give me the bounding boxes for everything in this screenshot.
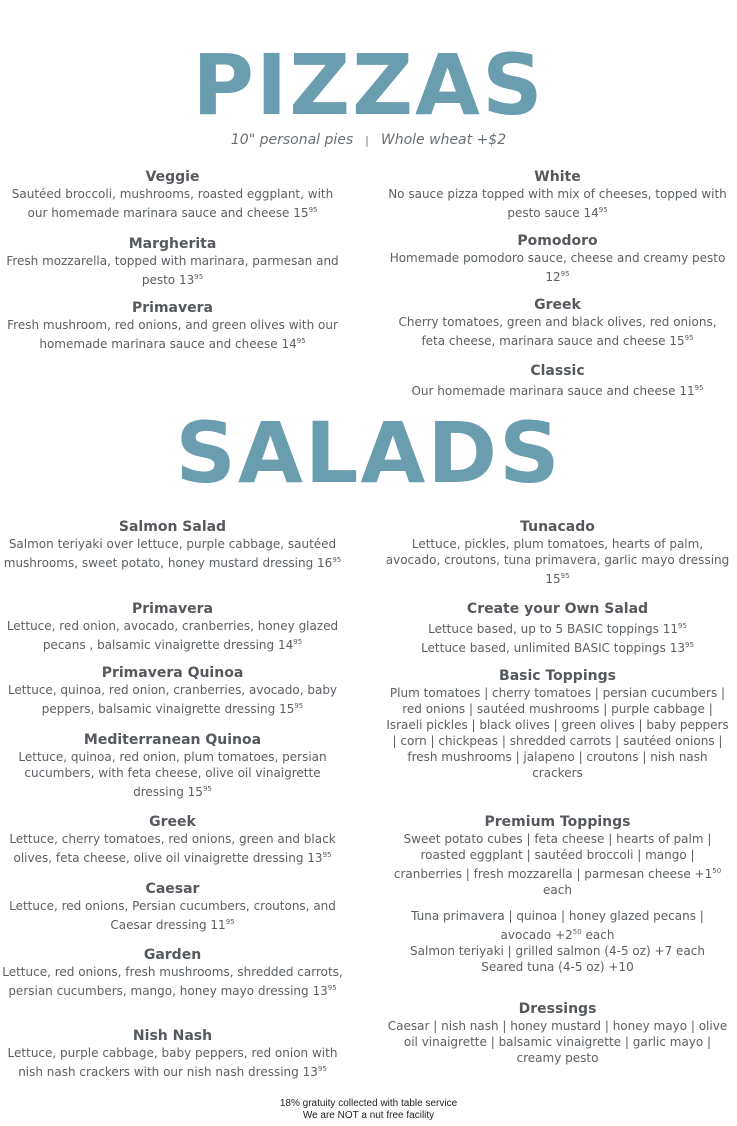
item-description [385,908,730,943]
item-name: Pomodoro [517,233,598,249]
salads-title: SALADS [175,404,562,502]
price-dollars: 15 [545,572,561,586]
item-price [281,337,305,351]
item-price [188,785,212,799]
item-name: Nish Nash [132,1028,213,1044]
item-description [0,536,345,571]
price-cents: 95 [294,702,304,710]
price-suffix: each [585,928,615,942]
gratuity-note: 18% gratuity collected with table service [279,1098,458,1109]
price-cents: 95 [202,785,212,793]
item-name: Premium Toppings [484,814,631,830]
option-text: Lettuce based, unlimited BASIC toppings [421,641,666,655]
description-text: Plum tomatoes | cherry tomatoes | persian cucumbers | red onions | sautéed mushrooms | purple cabbage | Israeli pickles | black olives | green olives | baby peppers | corn | chickpeas | shredded carrots | sautéed onions | fresh mushrooms | jalapeno | croutons | nish nash crackers [386,686,729,780]
item-name: Garden [143,947,202,963]
price-cents: 95 [694,384,704,392]
price-dollars: 14 [583,206,599,220]
item-price [312,984,336,998]
menu-item [385,296,730,349]
pizza-size-note: 10" personal pies [230,132,354,148]
menu-item [385,667,730,781]
price-dollars: 11 [210,918,226,932]
price-dollars: 15 [187,785,203,799]
price-dollars: 12 [545,270,561,284]
price-dollars: 15 [669,334,685,348]
item-price [293,206,317,220]
menu-item [385,1000,730,1066]
pizza-subtitle [0,132,737,148]
description-text: Lettuce, pickles, plum tomatoes, hearts of palm, avocado, croutons, tuna primavera, garlic mayo dressing [385,537,730,567]
item-description [0,317,345,352]
description-text: Our homemade marinara sauce and cheese [411,384,676,398]
description-text: Lettuce, cherry tomatoes, red onions, green and black olives, feta cheese, olive oil vinaigrette dressing [9,832,336,865]
item-name: White [534,169,581,185]
item-name: Basic Toppings [499,668,616,684]
price-cents: 95 [317,1065,327,1073]
description-text: Lettuce, quinoa, red onion, plum tomatoes, persian cucumbers, with feta cheese, olive oil vinaigrette dressing [18,750,327,799]
description-text: Sweet potato cubes | feta cheese | hearts of palm | roasted eggplant | sautéed broccoli | mango | cranberries | fresh mozzarella | parmesan cheese [393,832,712,881]
menu-item [385,518,730,587]
menu-item [385,362,730,399]
menu-item [385,813,730,898]
item-price [545,270,569,284]
price-cents: 95 [194,273,204,281]
menu-item [0,880,345,933]
menu-item [0,664,345,717]
item-price [583,206,607,220]
option-text: Lettuce based, up to 5 BASIC toppings [428,622,659,636]
price-dollars: 11 [662,622,678,636]
price-dollars: 13 [178,273,195,287]
description-text: Lettuce, red onions, Persian cucumbers, croutons, and Caesar dressing [9,899,336,932]
item-name: Margherita [128,236,217,252]
item-name: Veggie [145,169,200,185]
price-cents: 95 [293,638,303,646]
description-text: Salmon teriyaki over lettuce, purple cabbage, sautéed mushrooms, sweet potato, honey mustard dressing [3,537,337,570]
price-cents: 95 [560,572,570,580]
option-line [385,618,730,637]
item-price [663,622,687,636]
item-name: Create your Own Salad [466,601,649,617]
item-price [210,918,234,932]
item-price [279,702,303,716]
menu-item [0,1027,345,1080]
price-dollars: 13 [302,1065,318,1079]
item-name: Caesar [145,881,200,897]
description-text: Fresh mushroom, red onions, and green olives with our homemade marinara sauce and cheese [7,318,338,351]
extra-line: Salmon teriyaki | grilled salmon (4-5 oz) +7 each [410,944,705,958]
menu-item [385,232,730,285]
item-description [0,1045,345,1080]
description-text: Lettuce, red onions, fresh mushrooms, shredded carrots, persian cucumbers, mango, honey mayo dressing [2,965,343,998]
price-cents: 95 [332,556,342,564]
price-cents: 95 [225,918,235,926]
menu-item [0,235,345,288]
price-cents: 95 [598,206,608,214]
item-price [669,334,693,348]
description-text: Lettuce, quinoa, red onion, cranberries, avocado, baby peppers, balsamic vinaigrette dressing [7,683,338,716]
price-dollars: 15 [279,702,295,716]
price-dollars: 15 [293,206,309,220]
item-price [307,851,331,865]
item-name: Dressings [518,1001,597,1017]
item-description [0,964,345,999]
description-text: Cherry tomatoes, green and black olives, red onions, feta cheese, marinara sauce and cheese [398,315,717,348]
menu-item [0,299,345,352]
item-price [679,384,703,398]
menu-item [0,518,345,571]
item-description [0,749,345,800]
price-dollars: +1 [694,867,713,881]
subtitle-separator: | [365,134,369,147]
item-description [0,898,345,933]
item-price [317,556,341,570]
description-text: No sauce pizza topped with mix of cheeses, topped with pesto sauce [388,187,727,220]
price-cents: 95 [322,851,332,859]
item-description [0,186,345,221]
price-dollars: 13 [312,984,328,998]
item-price [695,867,722,881]
extra-line: Seared tuna (4-5 oz) +10 [481,960,634,974]
price-cents: 50 [712,867,722,875]
description-text: Sautéed broccoli, mushrooms, roasted eggplant, with our homemade marinara sauce and cheese [11,187,334,220]
price-cents: 95 [677,622,687,630]
menu-item [0,946,345,999]
price-dollars: 13 [669,641,685,655]
item-price [670,641,694,655]
item-name: Primavera [132,300,213,316]
price-dollars: +2 [555,928,573,942]
item-description [0,682,345,717]
item-description [0,831,345,866]
item-name: Classic [530,363,585,379]
description-text: Caesar | nish nash | honey mustard | honey mayo | olive oil vinaigrette | balsamic vinaigrette | garlic mayo | creamy pesto [387,1019,728,1065]
description-text: Homemade pomodoro sauce, cheese and creamy pesto [389,251,726,265]
pizzas-title: PIZZAS [192,36,545,134]
item-name: Primavera Quinoa [101,665,244,681]
item-description [0,253,345,288]
item-price [179,273,203,287]
menu-item [0,731,345,800]
item-name: Mediterranean Quinoa [83,732,262,748]
item-name: Tunacado [520,519,595,535]
price-cents: 95 [685,641,694,649]
item-name: Greek [534,297,581,313]
item-description [385,250,730,285]
item-description [385,186,730,221]
item-price [555,928,582,942]
item-description [385,380,730,399]
description-text: Tuna primavera | quinoa | honey glazed pecans | avocado [411,909,704,942]
nut-warning: We are NOT a nut free facility [302,1110,435,1121]
item-description [385,536,730,587]
item-description [385,831,730,898]
price-dollars: 14 [281,337,297,351]
item-price [303,1065,327,1079]
price-cents: 95 [684,334,694,342]
menu-item [385,168,730,221]
menu-item [385,600,730,656]
description-text: Lettuce, red onion, avocado, cranberries, honey glazed pecans , balsamic vinaigrette dressing [6,619,339,652]
menu-item [385,908,730,975]
item-name: Greek [149,814,196,830]
menu-item [0,813,345,866]
whole-wheat-note: Whole wheat +$2 [380,132,507,148]
price-dollars: 14 [277,638,294,652]
item-name: Primavera [132,601,213,617]
item-description [0,618,345,653]
price-suffix: each [543,883,572,897]
item-description [385,685,730,781]
option-line [385,637,730,656]
item-description [385,1018,730,1066]
price-cents: 95 [308,206,318,214]
price-cents: 95 [327,984,337,992]
item-description [385,314,730,349]
item-price [278,638,302,652]
price-cents: 95 [296,337,306,345]
price-cents: 50 [572,928,582,936]
footer [0,1098,737,1122]
price-cents: 95 [560,270,570,278]
price-dollars: 13 [307,851,323,865]
menu-item [0,600,345,653]
price-dollars: 16 [317,556,333,570]
description-text: Fresh mozzarella, topped with marinara, parmesan and pesto [6,254,339,287]
menu-item [0,168,345,221]
price-dollars: 11 [679,384,695,398]
item-name: Salmon Salad [118,519,227,535]
description-text: Lettuce, purple cabbage, baby peppers, red onion with nish nash crackers with our nish nash dressing [7,1046,338,1079]
item-price [545,572,569,586]
